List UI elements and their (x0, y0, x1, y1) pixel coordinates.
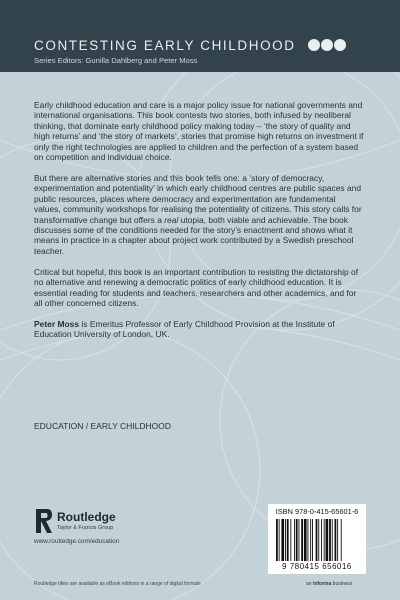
informa-suffix: business (331, 581, 353, 587)
dot-2 (321, 39, 333, 51)
blurb-paragraph-2 (34, 173, 364, 256)
blurb-paragraph-3: Critical but hopeful, this book is an important contribution to resisting the dictatorship of no alternative and renewing a democratic politics of early childhood education. It is essential reading for students and teachers, researchers and other academics, and for all other concerned citizens. (34, 266, 359, 308)
ebook-note: Routledge titles are available as eBook editions in a range of digital formats (34, 581, 201, 587)
back-cover-blurb (34, 100, 364, 350)
publisher-name: Routledge (57, 510, 116, 524)
blurb-paragraph-1: Early childhood education and care is a major policy issue for national governments and international organisations. This book contests two stories, both infused by neoliberal thinking, that dominate early childhood policy making today – ‘the story of quality and high returns’ and ‘the story of markets’, stories that promise high returns on investment if only the right technologies are applied to children and the perfection of a system based on competition and individual choice. (34, 100, 364, 163)
author-bio-text: is Emeritus Professor of Early Childhood Provision at the Institute of Education University of London, UK. (34, 318, 335, 340)
barcode-icon (276, 519, 362, 561)
informa-prefix: an (306, 581, 313, 587)
routledge-r-icon (34, 508, 54, 534)
informa-business-note (306, 581, 352, 587)
blurb-p2-text-a: But there are alternative stories and this book tells one: a ‘story of democracy, experimentation and potentiality’ in which early childhood centres are public spaces and public resources, places where democracy and experimentation are fundamental values, community workshops for realising the potentiality of citizens. This story calls for transformative change but offers a (34, 172, 362, 225)
blurb-p2-text-b: utopia, both viable and achievable. The book discusses some of the conditions needed for the story’s enactment and shows what it means in practice in a chapter about project work contributed by a Swedish preschool teacher. (34, 214, 354, 256)
dot-1 (308, 39, 320, 51)
publisher-website: www.routledge.com/education (34, 538, 120, 545)
blurb-p2-italic: real (164, 214, 179, 225)
isbn-barcode-block (268, 504, 366, 574)
series-dots-icon (308, 39, 346, 51)
series-title: CONTESTING EARLY CHILDHOOD (34, 38, 296, 53)
subject-category: EDUCATION / EARLY CHILDHOOD (34, 421, 171, 431)
isbn-label: ISBN 978-0-415-65601-6 (275, 507, 359, 516)
author-bio (34, 319, 364, 340)
barcode-digits: 9 780415 656016 (282, 562, 352, 571)
dot-3 (334, 39, 346, 51)
series-editors: Series Editors: Gunilla Dahlberg and Peter Moss (34, 56, 198, 65)
series-header-band (0, 0, 400, 72)
informa-bold: informa (312, 581, 332, 587)
publisher-subtitle: Taylor & Francis Group (57, 525, 114, 531)
author-name: Peter Moss (34, 318, 80, 329)
